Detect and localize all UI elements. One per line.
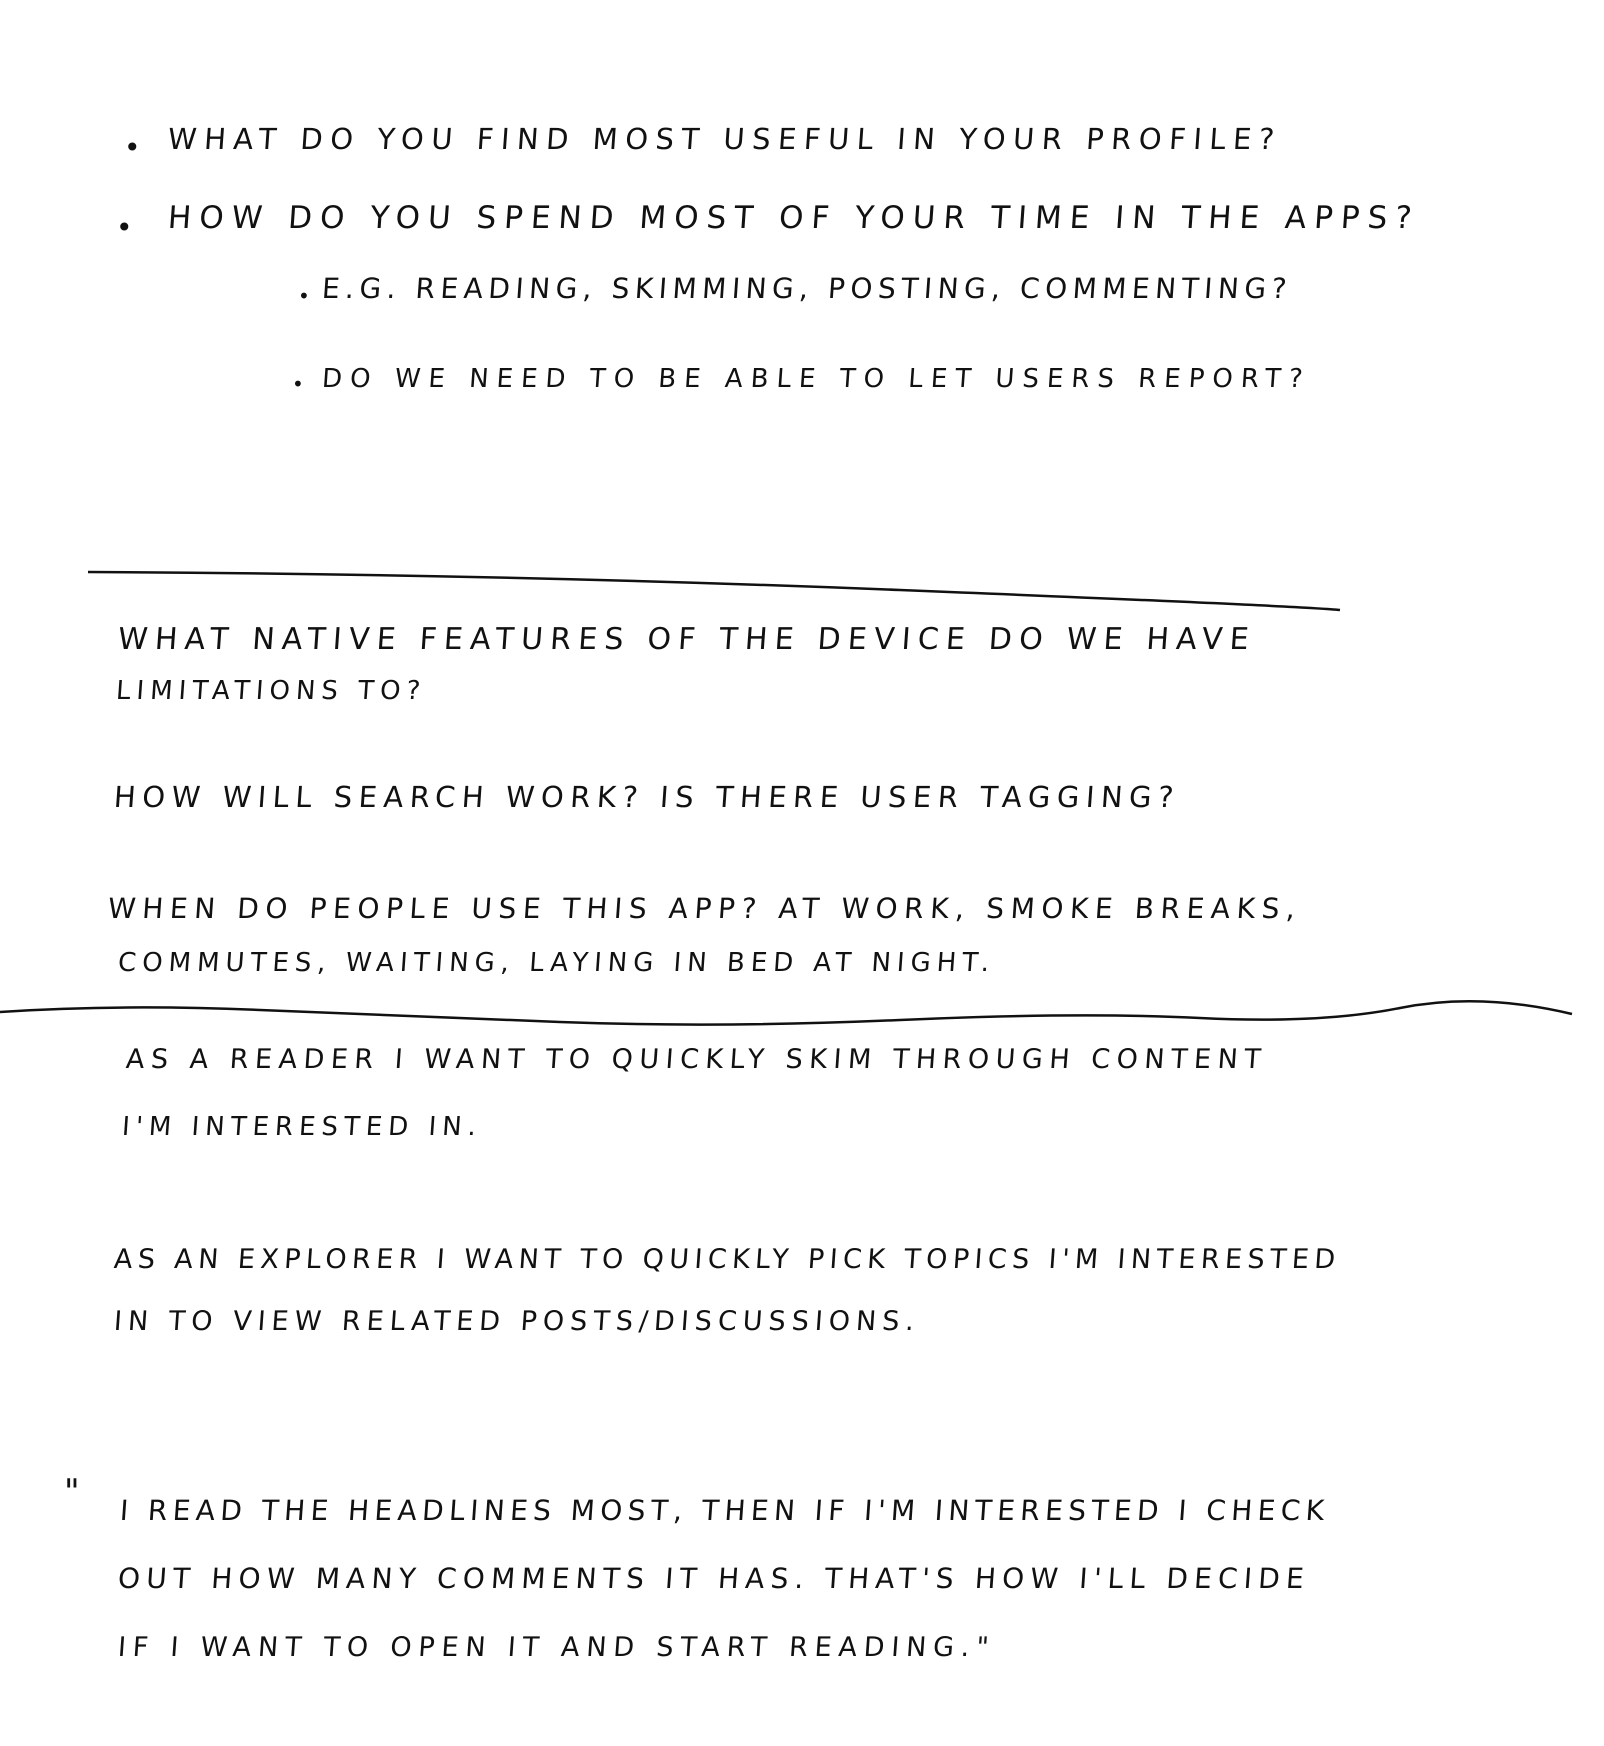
bullet-dot: • — [116, 211, 133, 244]
bullet-dot: • — [298, 284, 310, 308]
user-story-explorer-cont: IN TO VIEW RELATED POSTS/DISCUSSIONS. — [112, 1306, 922, 1337]
bullet-dot: • — [124, 131, 141, 164]
user-quote-line-3: IF I WANT TO OPEN IT AND START READING." — [116, 1632, 997, 1663]
user-quote-line-1: I READ THE HEADLINES MOST, THEN IF I'M INTERESTED I CHECK — [118, 1494, 1331, 1527]
question-when-used: WHEN DO PEOPLE USE THIS APP? AT WORK, SMOKE BREAKS, — [106, 892, 1303, 925]
sub-item-activities: E.G. READING, SKIMMING, POSTING, COMMENTING? — [320, 272, 1294, 305]
question-search: HOW WILL SEARCH WORK? IS THERE USER TAGGING? — [112, 780, 1182, 814]
question-native-features-cont: LIMITATIONS TO? — [114, 676, 428, 706]
user-story-reader: AS A READER I WANT TO QUICKLY SKIM THROUGH CONTENT — [124, 1044, 1269, 1075]
user-story-reader-cont: I'M INTERESTED IN. — [120, 1112, 483, 1142]
bullet-dot: • — [292, 372, 304, 396]
question-time-in-apps: HOW DO YOU SPEND MOST OF YOUR TIME IN THE APPS? — [166, 200, 1421, 236]
opening-quote-mark: " — [64, 1472, 82, 1512]
user-story-explorer: AS AN EXPLORER I WANT TO QUICKLY PICK TOPICS I'M INTERESTED — [112, 1244, 1342, 1275]
sub-item-report: DO WE NEED TO BE ABLE TO LET USERS REPORT? — [320, 364, 1312, 394]
question-native-features: WHAT NATIVE FEATURES OF THE DEVICE DO WE HAVE — [116, 622, 1258, 657]
user-quote-line-2: OUT HOW MANY COMMENTS IT HAS. THAT'S HOW I'LL DECIDE — [116, 1562, 1312, 1595]
question-profile: WHAT DO YOU FIND MOST USEFUL IN YOUR PROFILE? — [166, 122, 1283, 156]
question-when-used-cont: COMMUTES, WAITING, LAYING IN BED AT NIGHT. — [116, 948, 997, 978]
